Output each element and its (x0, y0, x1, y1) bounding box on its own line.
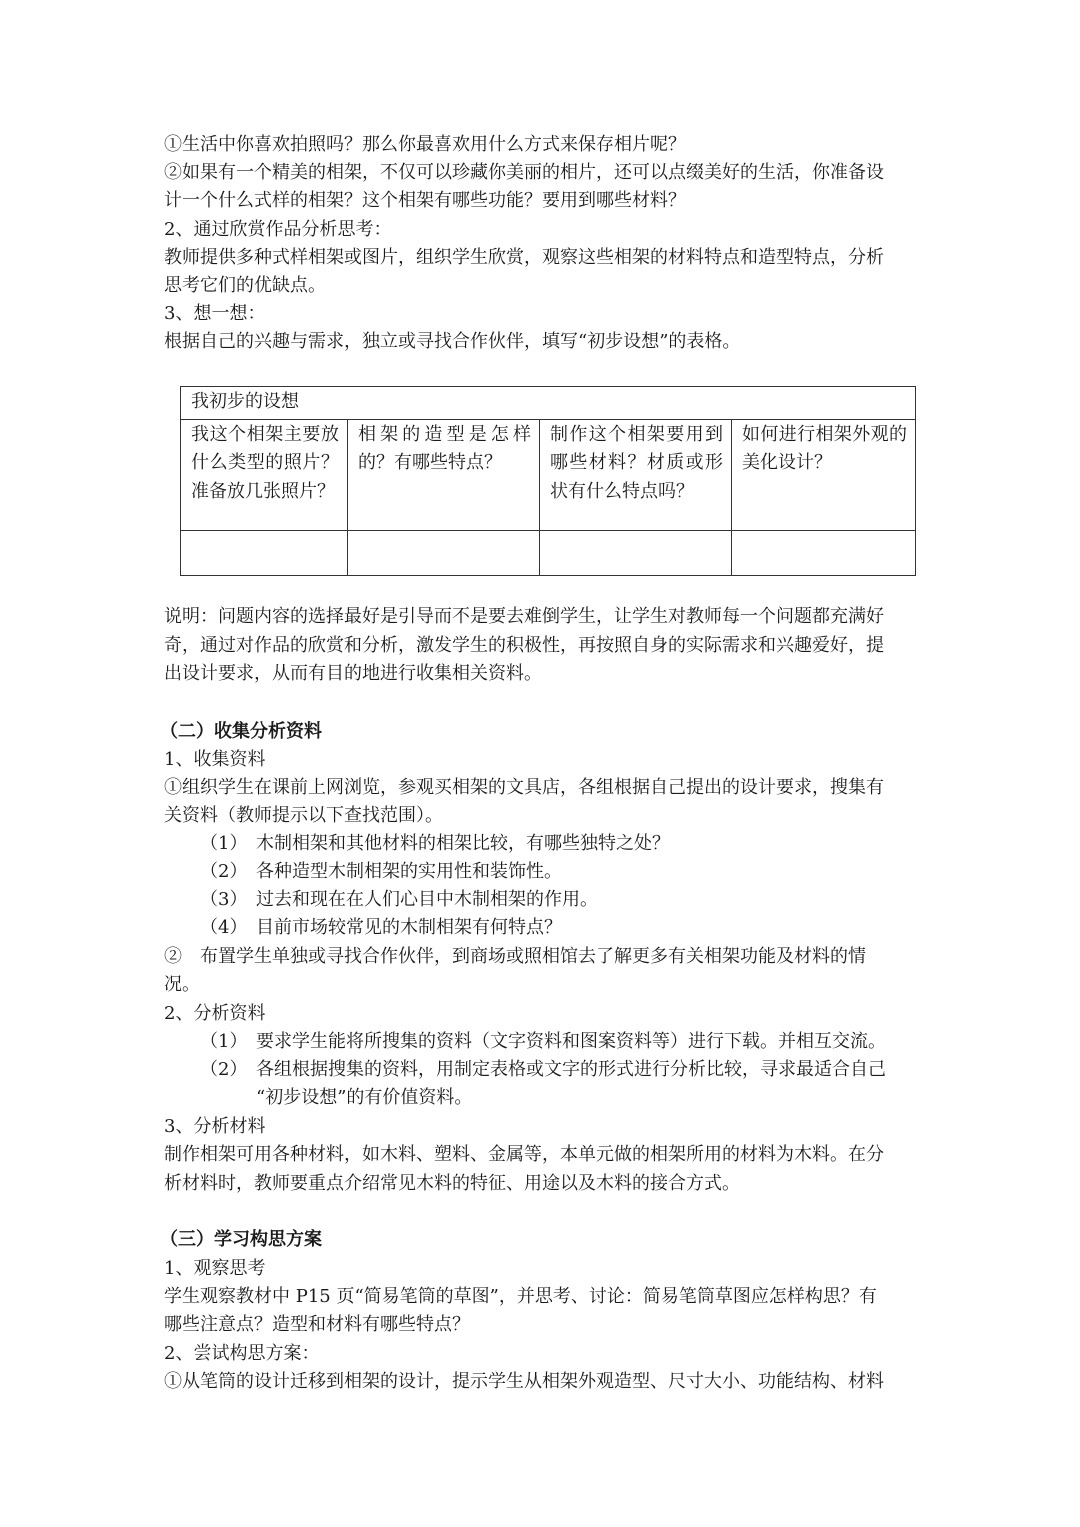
list-item-number: （1） (200, 1031, 248, 1052)
step-3-title: 3、想一想： (164, 303, 266, 324)
collect-para-1-line-1: ①组织学生在课前上网浏览，参观买相架的文具店，各组根据自己提出的设计要求，搜集有 (164, 777, 884, 798)
material-title: 3、分析材料 (164, 1116, 266, 1137)
question-2-line-1: ②如果有一个精美的相架，不仅可以珍藏你美丽的相片，还可以点缀美好的生活，你准备设 (164, 162, 884, 183)
step-2-title: 2、通过欣赏作品分析思考： (164, 219, 392, 240)
observe-line-1: 学生观察教材中 P15 页“简易笔筒的草图”，并思考、讨论：简易笔筒草图应怎样构思？有 (164, 1286, 877, 1307)
plan-table-title: 我初步的设想 (181, 387, 916, 420)
analyze-title: 2、分析资料 (164, 1003, 266, 1024)
question-2-line-2: 计一个什么式样的相架？这个相架有哪些功能？要用到哪些材料？ (164, 190, 686, 211)
list-item-number: （2） (200, 861, 248, 882)
note-line-2: 奇，通过对作品的欣赏和分析，激发学生的积极性，再按照自身的实际需求和兴趣爱好，提 (164, 635, 884, 656)
note-line-3: 出设计要求，从而有目的地进行收集相关资料。 (164, 663, 542, 684)
plan-table-cell-blank-2[interactable] (348, 530, 540, 575)
step-2-line-2: 思考它们的优缺点。 (164, 275, 326, 296)
list-item (200, 1028, 954, 1057)
observe-title: 1、观察思考 (164, 1258, 266, 1279)
section-3-heading: （三）学习构思方案 (160, 1229, 322, 1250)
list-item (200, 830, 954, 859)
plan-table-header-1: 我这个相架主要放什么类型的照片？准备放几张照片？ (181, 419, 348, 530)
list-item-number: （3） (200, 889, 248, 910)
list-item-text: 各种造型木制相架的实用性和装饰性。 (256, 861, 562, 882)
plan-table-header-4: 如何进行相架外观的美化设计？ (732, 419, 916, 530)
list-item-text: 木制相架和其他材料的相架比较，有哪些独特之处？ (256, 833, 670, 854)
plan-table-cell-blank-4[interactable] (732, 530, 916, 575)
list-item (200, 886, 954, 915)
plan-table-cell-blank-1[interactable] (181, 530, 348, 575)
list-item (200, 858, 954, 887)
initial-plan-table (180, 386, 916, 576)
material-line-2: 析材料时，教师要重点介绍常见木料的特征、用途以及木料的接合方式。 (164, 1173, 740, 1194)
question-1: ①生活中你喜欢拍照吗？那么你最喜欢用什么方式来保存相片呢？ (164, 134, 686, 155)
list-item-text: 各组根据搜集的资料，用制定表格或文字的形式进行分析比较，寻求最适合自己 (256, 1059, 886, 1080)
collect-para-2-line-1: ② 布置学生单独或寻找合作伙伴，到商场或照相馆去了解更多有关相架功能及材料的情 (164, 946, 866, 967)
collect-title: 1、收集资料 (164, 749, 266, 770)
list-item-text: 目前市场较常见的木制相架有何特点？ (256, 917, 562, 938)
list-item (200, 914, 954, 943)
section-2-heading: （二）收集分析资料 (160, 721, 322, 742)
plan-table-header-2: 相架的造型是怎样的？有哪些特点？ (348, 419, 540, 530)
list-item-continuation: “初步设想”的有价值资料。 (256, 1087, 473, 1108)
plan-table-header-3: 制作这个相架要用到哪些材料？材质或形状有什么特点吗？ (540, 419, 732, 530)
try-line-1: ①从笔筒的设计迁移到相架的设计，提示学生从相架外观造型、尺寸大小、功能结构、材料 (164, 1371, 884, 1392)
try-title: 2、尝试构思方案： (164, 1343, 320, 1364)
list-item-number: （2） (200, 1059, 248, 1080)
step-3-text: 根据自己的兴趣与需求，独立或寻找合作伙伴，填写“初步设想”的表格。 (164, 331, 741, 352)
plan-table-cell-blank-3[interactable] (540, 530, 732, 575)
collect-para-1-line-2: 关资料（教师提示以下查找范围）。 (164, 805, 443, 826)
list-item-text: 过去和现在在人们心目中木制相架的作用。 (256, 889, 598, 910)
list-item-text: 要求学生能将所搜集的资料（文字资料和图案资料等）进行下载。并相互交流。 (256, 1031, 886, 1052)
note-line-1: 说明：问题内容的选择最好是引导而不是要去难倒学生，让学生对教师每一个问题都充满好 (164, 606, 884, 627)
step-2-line-1: 教师提供多种式样相架或图片，组织学生欣赏，观察这些相架的材料特点和造型特点，分析 (164, 247, 884, 268)
list-item-number: （1） (200, 833, 248, 854)
material-line-1: 制作相架可用各种材料，如木料、塑料、金属等，本单元做的相架所用的材料为木料。在分 (164, 1144, 884, 1165)
collect-para-2-line-2: 况。 (164, 974, 200, 995)
list-item (200, 1056, 954, 1085)
list-item-number: （4） (200, 917, 248, 938)
observe-line-2: 哪些注意点？造型和材料有哪些特点？ (164, 1314, 470, 1335)
